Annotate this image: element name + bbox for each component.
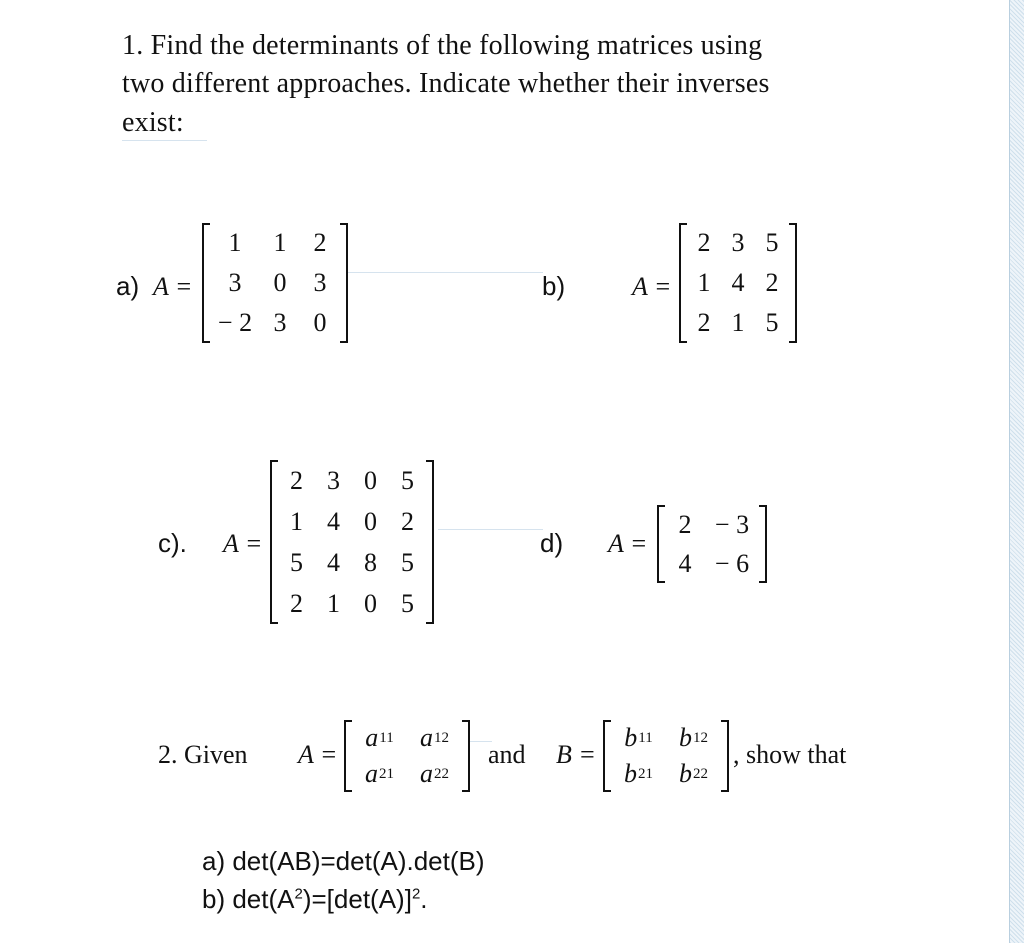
entry-subscript: 11 bbox=[638, 729, 653, 746]
matrix-cell: 2 bbox=[313, 228, 327, 257]
q2-item-b-end: . bbox=[420, 884, 428, 914]
matrix-cell: 1 bbox=[697, 268, 711, 297]
entry-symbol: a bbox=[365, 759, 378, 788]
matrix-cell: 5 bbox=[290, 547, 303, 577]
matrix-general-a bbox=[344, 720, 470, 792]
entry-subscript: 11 bbox=[379, 729, 394, 746]
q2-and: and bbox=[488, 740, 526, 769]
entry-symbol: b bbox=[679, 723, 692, 752]
matrix-entry bbox=[407, 720, 462, 756]
entry-symbol: b bbox=[624, 723, 638, 752]
entry-symbol: b bbox=[624, 759, 637, 788]
q2-item-b-sup2: 2 bbox=[411, 885, 421, 903]
q2-item-b-sup1: 2 bbox=[294, 885, 303, 903]
part-a-label: a) bbox=[116, 271, 140, 301]
q2-eq-b: B = bbox=[556, 740, 596, 769]
q2-item-b-pre: b) det(A bbox=[202, 884, 295, 914]
matrix-cell: 3 bbox=[273, 308, 287, 337]
matrix-cell: 8 bbox=[364, 547, 377, 577]
part-c-label: c). bbox=[158, 528, 187, 558]
matrix-cell: 2 bbox=[765, 268, 779, 297]
matrix-cell: 2 bbox=[401, 506, 414, 536]
q2-suffix: , show that bbox=[733, 740, 847, 769]
entry-subscript: 21 bbox=[638, 765, 653, 782]
entry-subscript: 22 bbox=[434, 765, 449, 782]
matrix-cell: − 6 bbox=[714, 548, 750, 578]
entry-symbol: b bbox=[679, 759, 692, 788]
faint-rule bbox=[122, 140, 207, 141]
matrix-b bbox=[679, 223, 797, 343]
matrix-cell: 4 bbox=[678, 548, 692, 578]
matrix-cell: 1 bbox=[290, 506, 303, 536]
matrix-cell: 5 bbox=[401, 465, 414, 495]
matrix-cell: 1 bbox=[327, 588, 340, 618]
q2-item-b-mid: )=[det(A)] bbox=[302, 884, 412, 914]
entry-symbol: a bbox=[420, 759, 433, 788]
entry-symbol: a bbox=[365, 723, 379, 752]
matrix-cell: 4 bbox=[327, 547, 340, 577]
q1-line-3: exist: bbox=[122, 107, 184, 138]
matrix-c bbox=[270, 460, 434, 624]
matrix-cell: 0 bbox=[364, 588, 377, 618]
part-b-eq: A = bbox=[632, 272, 672, 301]
matrix-cell: 5 bbox=[401, 547, 414, 577]
matrix-a bbox=[202, 223, 348, 343]
matrix-entry bbox=[611, 720, 666, 756]
matrix-cell: 1 bbox=[228, 228, 242, 257]
matrix-cell: 2 bbox=[290, 588, 303, 618]
matrix-entry bbox=[666, 720, 721, 756]
matrix-cell: 2 bbox=[697, 308, 711, 337]
matrix-entry bbox=[352, 756, 407, 792]
matrix-entry bbox=[352, 720, 407, 756]
entry-subscript: 22 bbox=[693, 765, 708, 782]
entry-subscript: 12 bbox=[693, 729, 708, 746]
matrix-cell: 0 bbox=[313, 308, 327, 337]
matrix-cell: 4 bbox=[731, 268, 745, 297]
q2-item-b bbox=[202, 884, 428, 915]
entry-subscript: 12 bbox=[434, 729, 449, 746]
matrix-cell: 3 bbox=[731, 228, 745, 257]
part-b-label: b) bbox=[542, 271, 566, 301]
matrix-cell: 0 bbox=[364, 465, 377, 495]
q2-item-a: a) det(AB)=det(A).det(B) bbox=[202, 846, 485, 876]
matrix-cell: 3 bbox=[313, 268, 327, 297]
matrix-cell: − 3 bbox=[714, 509, 750, 539]
part-d-eq: A = bbox=[608, 529, 648, 558]
matrix-cell: 2 bbox=[290, 465, 303, 495]
matrix-general-b bbox=[603, 720, 729, 792]
matrix-d bbox=[657, 505, 767, 583]
matrix-cell: − 2 bbox=[217, 308, 253, 337]
matrix-cell: 0 bbox=[364, 506, 377, 536]
matrix-cell: 3 bbox=[327, 465, 340, 495]
q2-eq-a: A = bbox=[298, 740, 338, 769]
matrix-cell: 1 bbox=[731, 308, 745, 337]
matrix-entry bbox=[611, 756, 666, 792]
matrix-cell: 2 bbox=[697, 228, 711, 257]
page-edge-decoration bbox=[1009, 0, 1024, 943]
part-d-label: d) bbox=[540, 528, 564, 558]
matrix-entry bbox=[666, 756, 721, 792]
q2-prefix: 2. Given bbox=[158, 740, 248, 769]
matrix-entry bbox=[407, 756, 462, 792]
matrix-cell: 5 bbox=[401, 588, 414, 618]
matrix-cell: 0 bbox=[273, 268, 287, 297]
matrix-cell: 5 bbox=[765, 308, 779, 337]
part-c-eq: A = bbox=[223, 529, 263, 558]
matrix-cell: 5 bbox=[765, 228, 779, 257]
entry-symbol: a bbox=[420, 723, 433, 752]
q1-line-1: 1. Find the determinants of the following matrices using bbox=[122, 30, 763, 61]
entry-subscript: 21 bbox=[379, 765, 394, 782]
part-a-eq: A = bbox=[153, 272, 193, 301]
matrix-cell: 2 bbox=[678, 509, 692, 539]
matrix-cell: 3 bbox=[228, 268, 242, 297]
matrix-cell: 4 bbox=[327, 506, 340, 536]
faint-rule bbox=[348, 272, 543, 273]
matrix-cell: 1 bbox=[273, 228, 287, 257]
q1-line-2: two different approaches. Indicate whether their inverses bbox=[122, 68, 770, 99]
faint-rule bbox=[438, 529, 543, 530]
